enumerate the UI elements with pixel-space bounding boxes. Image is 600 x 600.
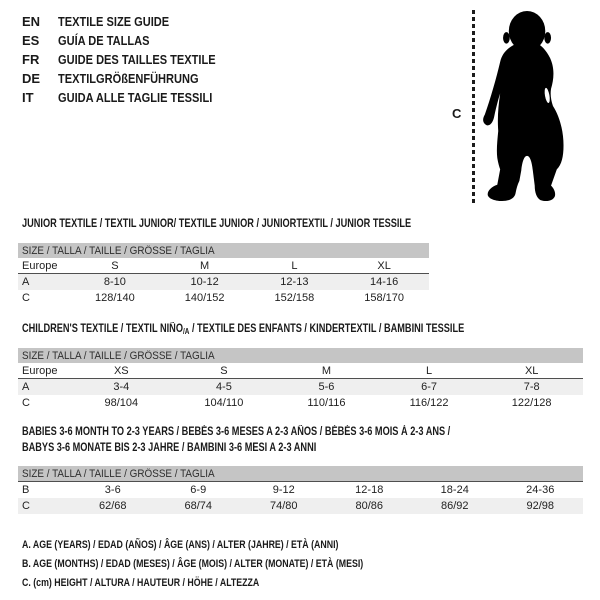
table-cell: 104/110: [204, 397, 244, 409]
language-line-it: [22, 88, 243, 107]
table-cell: 140/152: [184, 292, 225, 304]
language-code: FR: [22, 52, 40, 67]
table-cell: 128/140: [94, 292, 135, 304]
table-row: [18, 363, 583, 379]
table-cell: 14-16: [370, 276, 399, 288]
table-row: [18, 482, 583, 498]
table-row: [18, 379, 583, 395]
babies-table-title-line1: BABIES 3-6 MONTH TO 2-3 YEARS / BEBÉS 3-6 MESES A 2-3 AÑOS / BÉBÉS 3-6 MOIS À 2-3 ANS /: [22, 426, 451, 438]
measure-legend: [22, 535, 449, 592]
table-cell: 4-5: [215, 381, 232, 393]
table-cell: 116/122: [409, 397, 449, 409]
language-code: DE: [22, 71, 41, 86]
children-table: [18, 348, 583, 411]
baby-ear-right: [544, 32, 551, 44]
row-label: A: [22, 381, 30, 393]
table-cell: 3-6: [104, 484, 121, 496]
table-cell: 80/86: [355, 500, 384, 512]
table-cell: 8-10: [103, 276, 126, 288]
language-label: TEXTILE SIZE GUIDE: [58, 14, 170, 29]
table-cell: 86/92: [440, 500, 469, 512]
table-cell: 68/74: [184, 500, 213, 512]
table-cell: L: [291, 259, 298, 272]
height-measure-dotted-line: [472, 10, 475, 206]
table-cell: M: [200, 259, 210, 272]
table-cell: 18-24: [440, 484, 469, 496]
baby-silhouette: [480, 2, 576, 210]
language-code: IT: [22, 90, 34, 105]
table-cell: S: [111, 259, 119, 272]
language-line-de: [22, 69, 243, 88]
language-code: EN: [22, 14, 41, 29]
language-header: [22, 12, 243, 107]
table-cell: 10-12: [190, 276, 219, 288]
junior-table-rows: [18, 258, 429, 306]
baby-body: [483, 44, 563, 201]
table-cell: 12-18: [355, 484, 384, 496]
language-label: GUIDE DES TAILLES TEXTILE: [58, 52, 216, 67]
table-cell: 122/128: [511, 397, 552, 409]
baby-ear-left: [503, 32, 510, 44]
table-cell: 9-12: [272, 484, 295, 496]
table-cell: L: [426, 364, 433, 377]
children-table-title: CHILDREN'S TEXTILE / TEXTIL $NIÑO_{/A}$ / TEXTILE DES ENFANTS / KINDERTEXTIL / BAMBINI TESSILE: [22, 323, 465, 336]
title-subscript: /A: [182, 327, 190, 336]
table-cell: 62/68: [98, 500, 127, 512]
babies-table: [18, 466, 583, 514]
table-cell: M: [321, 364, 332, 377]
row-label: C: [22, 292, 30, 304]
size-header-bar: SIZE / TALLA / TAILLE / GRÖSSE / TAGLIA: [18, 348, 583, 363]
children-table-rows: [18, 363, 583, 411]
height-measure-label: C: [452, 106, 462, 121]
table-row: [18, 274, 429, 290]
language-line-en: [22, 12, 243, 31]
table-cell: 92/98: [526, 500, 555, 512]
table-cell: S: [220, 364, 228, 377]
language-label: GUIDA ALLE TAGLIE TESSILI: [58, 90, 213, 105]
table-cell: 110/116: [307, 397, 346, 409]
table-cell: XL: [524, 364, 539, 377]
row-label: C: [22, 500, 30, 512]
size-header-bar: SIZE / TALLA / TAILLE / GRÖSSE / TAGLIA: [18, 243, 429, 258]
table-row: [18, 258, 429, 274]
table-cell: 24-36: [526, 484, 555, 496]
row-label: C: [22, 397, 30, 409]
table-row: [18, 498, 583, 514]
legend-line-c: C. (cm) HEIGHT / ALTURA / HAUTEUR / HÖHE / ALTEZZA: [22, 576, 260, 589]
table-row: [18, 290, 429, 306]
row-label: A: [22, 276, 30, 288]
legend-line-a: A. AGE (YEARS) / EDAD (AÑOS) / ÂGE (ANS) / ALTER (JAHRE) / ETÀ (ANNI): [22, 538, 339, 551]
row-label: Europe: [22, 364, 58, 377]
table-cell: 74/80: [269, 500, 298, 512]
babies-table-rows: [18, 482, 583, 514]
language-code: ES: [22, 33, 40, 48]
table-cell: 3-4: [113, 381, 130, 393]
language-label: GUÍA DE TALLAS: [58, 33, 150, 48]
row-label: Europe: [22, 259, 58, 272]
language-line-fr: [22, 50, 243, 69]
table-cell: 6-9: [190, 484, 207, 496]
babies-table-title-line2: BABYS 3-6 MONATE BIS 2-3 JAHRE / BAMBINI 3-6 MESI A 2-3 ANNI: [22, 442, 317, 454]
junior-table-title: JUNIOR TEXTILE / TEXTIL JUNIOR/ TEXTILE JUNIOR / JUNIORTEXTIL / JUNIOR TESSILE: [22, 218, 412, 230]
table-cell: 152/158: [274, 292, 315, 304]
table-cell: 7-8: [523, 381, 540, 393]
size-header-bar: SIZE / TALLA / TAILLE / GRÖSSE / TAGLIA: [18, 466, 583, 482]
table-row: [18, 395, 583, 411]
table-cell: XL: [377, 259, 391, 272]
language-line-es: [22, 31, 243, 50]
language-label: TEXTILGRÖßENFÜHRUNG: [58, 71, 199, 86]
row-label: B: [22, 484, 30, 496]
table-cell: 5-6: [318, 381, 335, 393]
table-cell: 6-7: [421, 381, 438, 393]
junior-table: [18, 243, 429, 306]
table-cell: 12-13: [280, 276, 309, 288]
table-cell: 98/104: [104, 397, 139, 409]
table-cell: 158/170: [364, 292, 404, 304]
table-cell: XS: [113, 364, 129, 377]
legend-line-b: B. AGE (MONTHS) / EDAD (MESES) / ÂGE (MOIS) / ALTER (MONATE) / ETÀ (MESI): [22, 557, 364, 570]
